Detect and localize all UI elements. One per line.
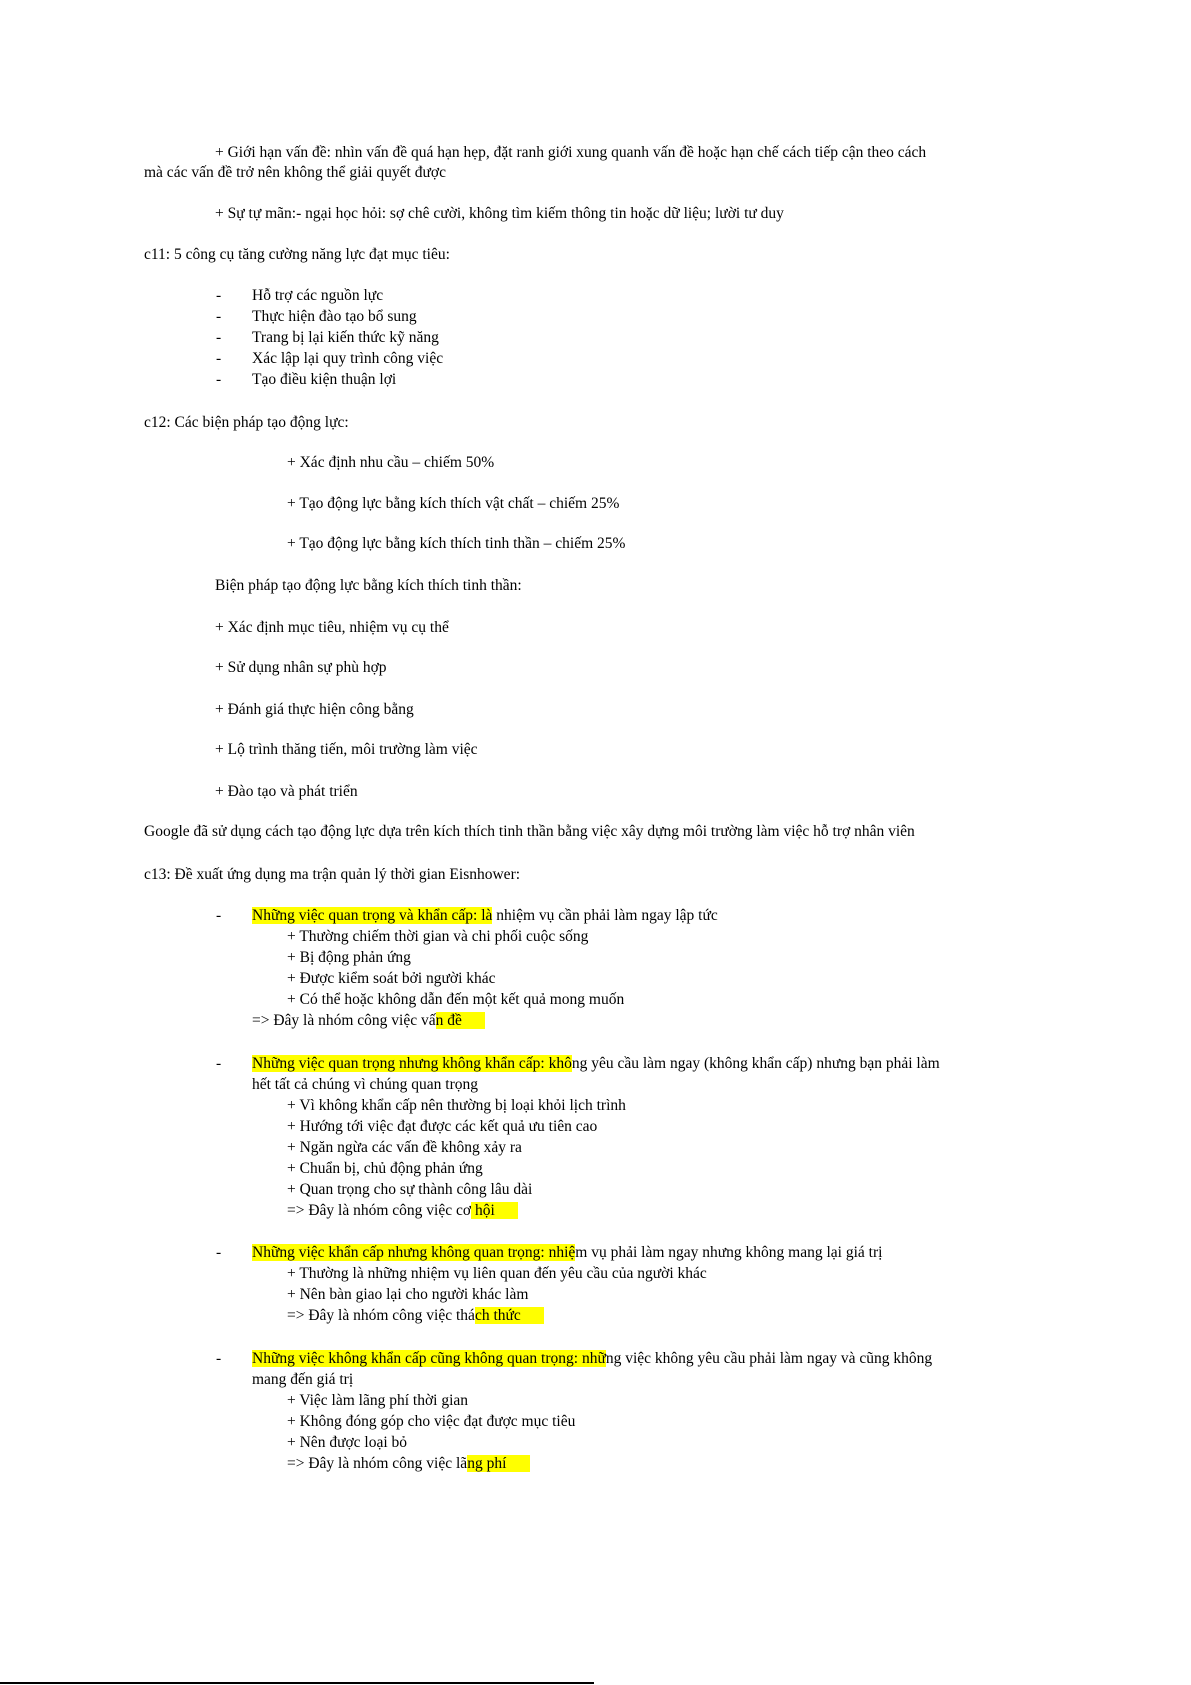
- highlighted-text: Những việc khẩn cấp nhưng không quan trọng: nhiệ: [252, 1244, 576, 1261]
- spiritual-heading: Biện pháp tạo động lực bằng kích thích tinh thần:: [215, 577, 522, 594]
- highlighted-text: Những việc không khẩn cấp cũng không quan trọng: nhữ: [252, 1350, 606, 1367]
- conclusion-text: => Đây là nhóm công việc thá: [287, 1307, 475, 1324]
- c12-heading: c12: Các biện pháp tạo động lực:: [144, 414, 349, 431]
- conclusion-text: => Đây là nhóm công việc lã: [287, 1455, 468, 1472]
- quadrant-conclusion: [287, 1201, 518, 1221]
- list-dash: -: [216, 287, 222, 304]
- highlighted-text: Những việc quan trọng nhưng không khẩn cấp: khô: [252, 1055, 572, 1072]
- complacency-line: + Sự tự mãn:- ngại học hỏi: sợ chê cười, không tìm kiếm thông tin hoặc dữ liệu; lười tư duy: [215, 205, 784, 222]
- quadrant-point: + Thường là những nhiệm vụ liên quan đến yêu cầu của người khác: [287, 1265, 707, 1282]
- list-dash: -: [216, 329, 222, 346]
- quadrant-point: + Chuẩn bị, chủ động phản ứng: [287, 1160, 483, 1177]
- google-note: Google đã sử dụng cách tạo động lực dựa trên kích thích tinh thần bằng việc xây dựng môi trường làm việc hỗ trợ nhân viên: [144, 823, 915, 840]
- quadrant-conclusion: [287, 1306, 544, 1326]
- quadrant-conclusion: [287, 1454, 530, 1474]
- list-item-text: Trang bị lại kiến thức kỹ năng: [252, 329, 439, 346]
- spiritual-item: + Lộ trình thăng tiến, môi trường làm việc: [215, 741, 478, 758]
- spiritual-item: + Xác định mục tiêu, nhiệm vụ cụ thể: [215, 619, 449, 636]
- quadrant-point: + Ngăn ngừa các vấn đề không xảy ra: [287, 1139, 522, 1156]
- list-dash: -: [216, 350, 222, 367]
- page-bottom-rule: [0, 1682, 594, 1684]
- conclusion-text: => Đây là nhóm công việc vấ: [252, 1012, 436, 1029]
- quadrant-conclusion: [252, 1011, 485, 1031]
- quadrant-point: + Bị động phản ứng: [287, 949, 411, 966]
- quadrant-point: + Không đóng góp cho việc đạt được mục tiêu: [287, 1413, 576, 1430]
- list-dash: -: [216, 1055, 222, 1072]
- highlighted-text: n đề: [435, 1012, 486, 1029]
- quadrant-title: [252, 1349, 932, 1369]
- spiritual-item: + Đào tạo và phát triển: [215, 783, 358, 800]
- quadrant-point: + Nên được loại bỏ: [287, 1434, 408, 1451]
- quadrant-title: [252, 906, 718, 926]
- quadrant-title-rest: ng yêu cầu làm ngay (không khẩn cấp) nhưng bạn phải làm: [571, 1055, 940, 1072]
- quadrant-title: [252, 1243, 882, 1263]
- quadrant-title: [252, 1054, 940, 1074]
- quadrant-point: + Vì không khẩn cấp nên thường bị loại khỏi lịch trình: [287, 1097, 626, 1114]
- quadrant-point: + Thường chiếm thời gian và chi phối cuộc sống: [287, 928, 589, 945]
- quadrant-title-rest: m vụ phải làm ngay nhưng không mang lại giá trị: [575, 1244, 883, 1261]
- list-item-text: Hỗ trợ các nguồn lực: [252, 287, 384, 304]
- measure-item: + Tạo động lực bằng kích thích tinh thần – chiếm 25%: [287, 535, 626, 552]
- list-dash: -: [216, 907, 222, 924]
- list-item-text: Thực hiện đào tạo bổ sung: [252, 308, 417, 325]
- highlighted-text: hội: [471, 1202, 519, 1219]
- list-dash: -: [216, 1244, 222, 1261]
- quadrant-point: + Quan trọng cho sự thành công lâu dài: [287, 1181, 533, 1198]
- list-dash: -: [216, 371, 222, 388]
- list-dash: -: [216, 1350, 222, 1367]
- quadrant-point: + Hướng tới việc đạt được các kết quả ưu tiên cao: [287, 1118, 598, 1135]
- list-item-text: Tạo điều kiện thuận lợi: [252, 371, 397, 388]
- c11-heading: c11: 5 công cụ tăng cường năng lực đạt mục tiêu:: [144, 246, 450, 263]
- quadrant-point: + Nên bàn giao lại cho người khác làm: [287, 1286, 529, 1303]
- highlighted-text: ng phí: [467, 1455, 530, 1472]
- spiritual-item: + Sử dụng nhân sự phù hợp: [215, 659, 387, 676]
- quadrant-point: + Việc làm lãng phí thời gian: [287, 1392, 469, 1409]
- quadrant-title-line2: hết tất cả chúng vì chúng quan trọng: [252, 1076, 478, 1093]
- list-dash: -: [216, 308, 222, 325]
- highlighted-text: ch thức: [474, 1307, 545, 1324]
- quadrant-point: + Được kiểm soát bởi người khác: [287, 970, 496, 987]
- quadrant-point: + Có thể hoặc không dẫn đến một kết quả mong muốn: [287, 991, 625, 1008]
- highlighted-text: Những việc quan trọng và khẩn cấp: là: [252, 907, 493, 924]
- list-item-text: Xác lập lại quy trình công việc: [252, 350, 444, 367]
- quadrant-title-line2: mang đến giá trị: [252, 1371, 354, 1388]
- limit-line-2: mà các vấn đề trở nên không thể giải quyết được: [144, 164, 446, 181]
- limit-line-1: + Giới hạn vấn đề: nhìn vấn đề quá hạn hẹp, đặt ranh giới xung quanh vấn đề hoặc hạn chế cách tiếp cận theo cách: [215, 144, 927, 161]
- spiritual-item: + Đánh giá thực hiện công bằng: [215, 701, 414, 718]
- quadrant-title-rest: ng việc không yêu cầu phải làm ngay và cũng không: [605, 1350, 933, 1367]
- quadrant-title-rest: nhiệm vụ cần phải làm ngay lập tức: [492, 907, 718, 924]
- measure-item: + Xác định nhu cầu – chiếm 50%: [287, 454, 495, 471]
- measure-item: + Tạo động lực bằng kích thích vật chất – chiếm 25%: [287, 495, 620, 512]
- conclusion-text: => Đây là nhóm công việc cơ: [287, 1202, 472, 1219]
- c13-heading: c13: Đề xuất ứng dụng ma trận quản lý thời gian Eisnhower:: [144, 866, 521, 883]
